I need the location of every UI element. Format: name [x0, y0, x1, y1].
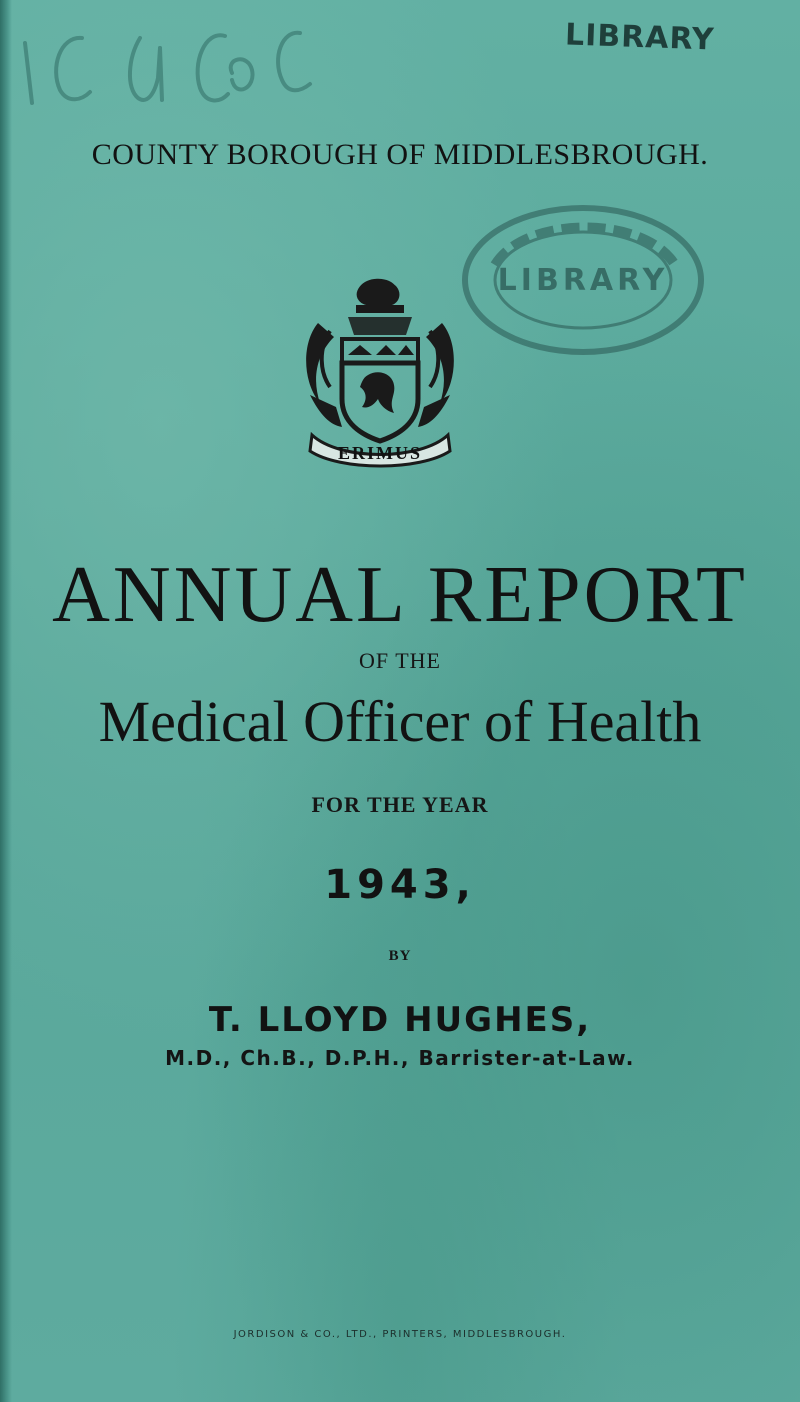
report-title: ANNUAL REPORT: [52, 551, 748, 639]
of-the-label: OF THE: [359, 648, 441, 673]
report-year: 1943,: [324, 862, 476, 908]
by-label: BY: [388, 948, 412, 964]
author-name: T. LLOYD HUGHES,: [208, 1000, 592, 1040]
report-subject: Medical Officer of Health: [98, 689, 702, 754]
crest-motto: ERIMUS: [337, 443, 423, 463]
borough-crest: [290, 275, 470, 470]
handwritten-shelf-mark: [20, 8, 340, 118]
library-stamp: LIBRARY: [564, 17, 716, 58]
library-seal-text: LIBRARY: [497, 263, 669, 298]
author-credentials: M.D., Ch.B., D.P.H., Barrister-at-Law.: [165, 1046, 635, 1070]
library-seal-stamp: [455, 195, 710, 365]
for-the-year-label: FOR THE YEAR: [311, 792, 489, 817]
council-heading: COUNTY BOROUGH OF MIDDLESBROUGH.: [91, 138, 709, 171]
printer-imprint: JORDISON & CO., LTD., PRINTERS, MIDDLESBROUGH.: [233, 1329, 567, 1340]
